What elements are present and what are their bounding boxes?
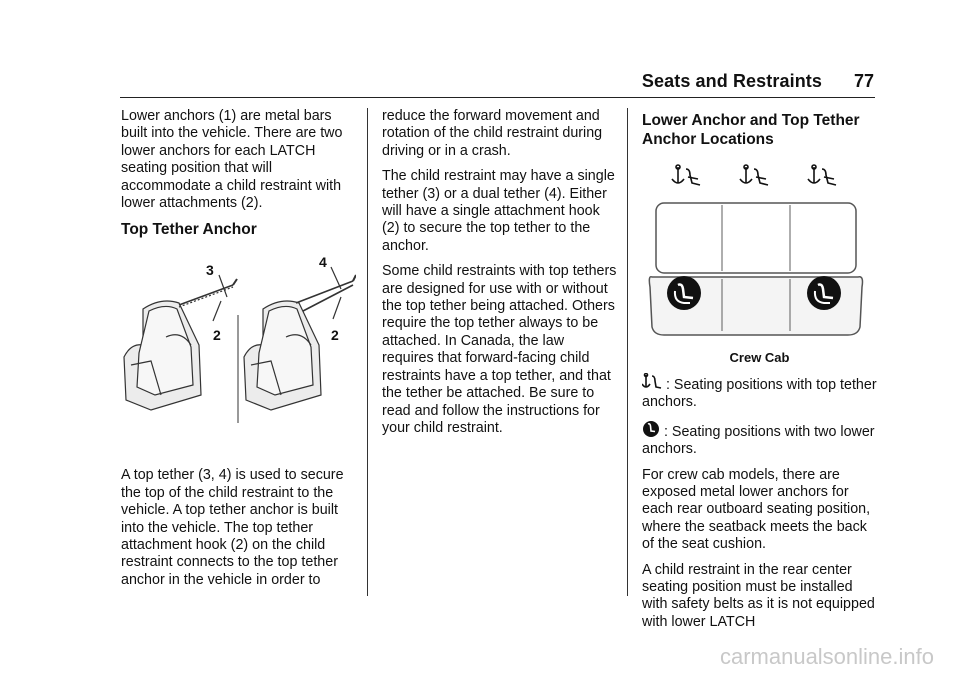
column-3 <box>642 108 877 639</box>
label-2-right: 2 <box>331 327 339 344</box>
watermark: carmanualsonline.info <box>719 644 934 669</box>
label-2-left: 2 <box>213 327 221 344</box>
column-divider-1 <box>367 108 368 596</box>
section-title: Seats and Restraints <box>641 71 822 91</box>
paragraph-crew-cab: For crew cab models, there are exposed metal lower anchors for each rear outboard seating position, where the seatback meets the back of the seat cushion. <box>642 466 871 553</box>
legend-lower-anchors <box>642 420 877 459</box>
paragraph-tether-usage: Some child restraints with top tethers are designed for use with or without the top tether being attached. Others require the top tether always to be attached. In Canada, the law requires that forward-facing child restraints have a top tether, and that the tether be attached. Be sure to read and follow the instructions for your child restraint. <box>382 263 617 436</box>
heading-anchor-locations: Lower Anchor and Top Tether Anchor Locations <box>642 112 860 148</box>
header-divider <box>120 97 875 98</box>
paragraph-lower-anchors: Lower anchors (1) are metal bars built into the vehicle. There are two lower anchors for each LATCH seating position that will accommodate a child restraint with lower attachments (2). <box>121 108 343 212</box>
heading-top-tether-anchor: Top Tether Anchor <box>121 221 257 239</box>
page-header <box>0 0 960 100</box>
lower-anchor-icon <box>667 276 701 310</box>
legend-lower-anchors-text: : Seating positions with two lower anchors. <box>642 423 875 458</box>
legend-top-tether <box>642 373 877 412</box>
tether-anchor-icon <box>642 373 662 391</box>
paragraph-top-tether: A top tether (3, 4) is used to secure the top of the child restraint to the vehicle. A top tether anchor is built into the vehicle. The top tether attachment hook (2) on the child restraint connects to the top tether anchor in the vehicle in order to <box>121 467 344 588</box>
tether-anchor-icon <box>808 165 836 185</box>
lower-anchor-icon <box>807 276 841 310</box>
tether-anchor-icon <box>740 165 768 185</box>
paragraph-tether-types: The child restraint may have a single tether (3) or a dual tether (4). Either will have a single attachment hook (2) to secure the top tether to the anchor. <box>382 168 615 254</box>
paragraph-reduce-movement: reduce the forward movement and rotation of the child restraint during driving or in a crash. <box>382 108 603 159</box>
legend-top-tether-text: : Seating positions with top tether anchors. <box>642 377 877 411</box>
paragraph-rear-center: A child restraint in the rear center seating position must be installed with safety belts as it is not equipped with lower LATCH <box>642 561 875 630</box>
column-divider-2 <box>627 108 628 596</box>
crew-cab-seat-diagram <box>642 155 867 340</box>
child-seat-dual-tether <box>244 267 356 410</box>
label-3: 3 <box>206 262 214 279</box>
figure-caption: Crew Cab <box>729 350 790 365</box>
column-1 <box>121 108 356 597</box>
page-number: 77 <box>853 71 874 91</box>
column-2 <box>382 108 617 445</box>
seatback <box>656 203 856 273</box>
label-4: 4 <box>319 254 327 271</box>
top-tether-figure <box>121 245 356 445</box>
lower-anchor-icon <box>642 420 660 438</box>
tether-anchor-icon <box>672 165 700 185</box>
